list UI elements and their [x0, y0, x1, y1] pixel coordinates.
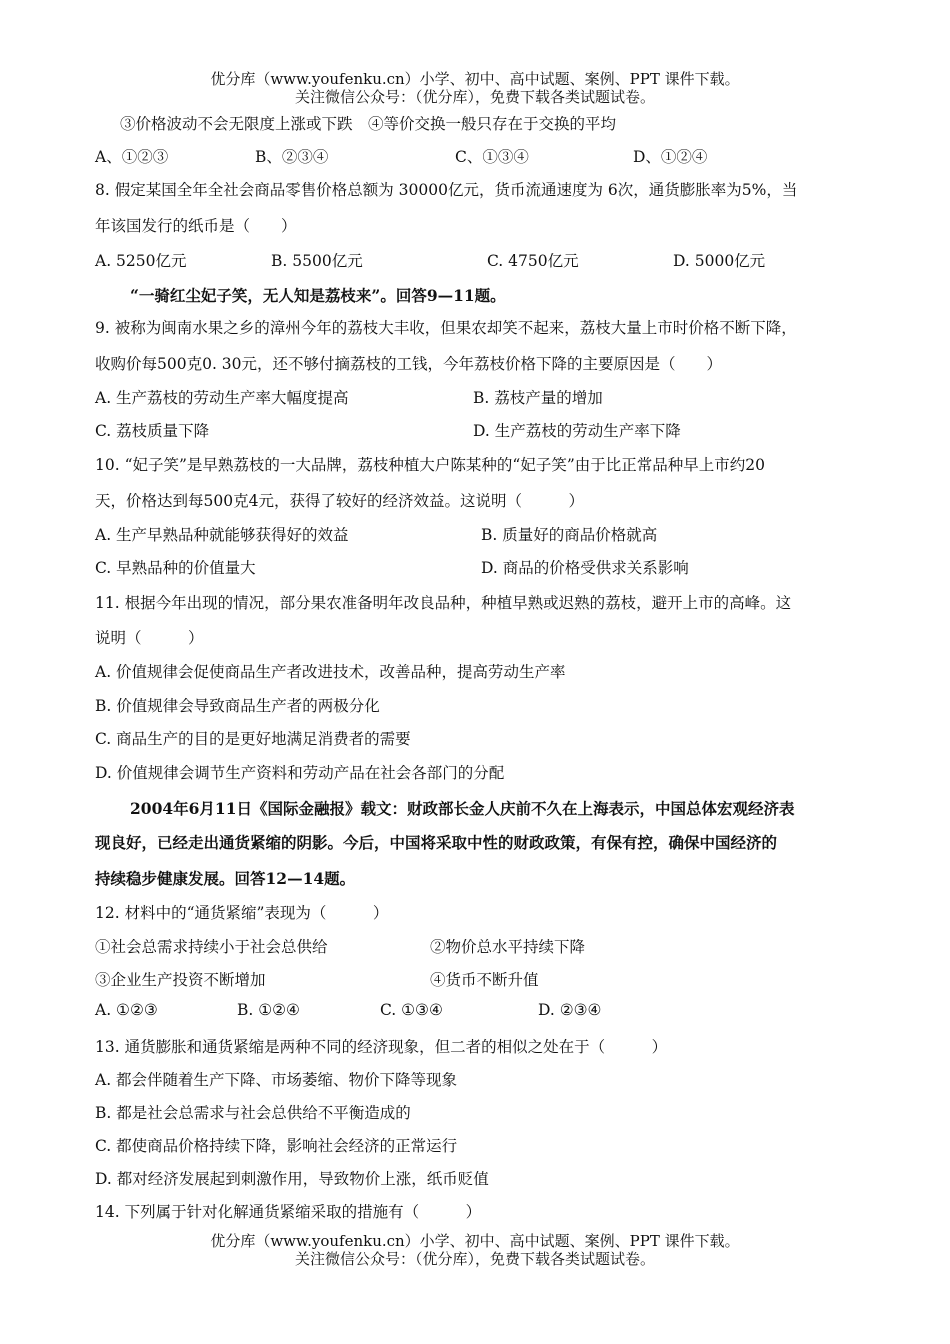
q8-option-c: C. 4750亿元 — [487, 252, 579, 270]
q10-option-b: B. 质量好的商品价格就高 — [481, 526, 658, 544]
q12-option-b: B. ①②④ — [237, 1001, 300, 1019]
q11-option-a: A. 价值规律会促使商品生产者改进技术，改善品种，提高劳动生产率 — [95, 663, 566, 681]
footer-line-1: 优分库（www.youfenku.cn）小学、初中、高中试题、案例、PPT 课件下载。 — [210, 1232, 740, 1250]
material-9-11-intro: “一骑红尘妃子笑，无人知是荔枝来”。回答9—11题。 — [130, 286, 506, 305]
q7-options — [95, 145, 855, 165]
q12-option-a: A. ①②③ — [95, 1001, 158, 1019]
q8-option-a: A. 5250亿元 — [95, 252, 187, 270]
q12-options — [95, 1001, 855, 1021]
q11-option-b: B. 价值规律会导致商品生产者的两极分化 — [95, 697, 380, 715]
q10-option-d: D. 商品的价格受供求关系影响 — [481, 559, 689, 577]
q8-option-d: D. 5000亿元 — [673, 252, 766, 270]
q7-option-c: C、①③④ — [455, 148, 529, 166]
q11-stem-line-2: 说明（ ） — [95, 629, 204, 647]
q9-option-c: C. 荔枝质量下降 — [95, 422, 210, 440]
q9-option-a: A. 生产荔枝的劳动生产率大幅度提高 — [95, 389, 349, 407]
q11-option-c: C. 商品生产的目的是更好地满足消费者的需要 — [95, 730, 411, 748]
q12-option-c: C. ①③④ — [380, 1001, 443, 1019]
q7-option-b: B、②③④ — [255, 148, 329, 166]
q12-statement-1: ①社会总需求持续小于社会总供给 — [95, 938, 328, 956]
q7-option-d: D、①②④ — [633, 148, 708, 166]
q12-statement-2: ②物价总水平持续下降 — [430, 938, 586, 956]
q9-stem-line-1: 9. 被称为闽南水果之乡的漳州今年的荔枝大丰收，但果农却笑不起来，荔枝大量上市时价格不断下降， — [95, 319, 797, 337]
q8-option-b: B. 5500亿元 — [271, 252, 363, 270]
q12-statement-3: ③企业生产投资不断增加 — [95, 971, 266, 989]
q13-option-c: C. 都使商品价格持续下降，影响社会经济的正常运行 — [95, 1137, 458, 1155]
q10-option-a: A. 生产早熟品种就能够获得好的效益 — [95, 526, 349, 544]
q10-option-c: C. 早熟品种的价值量大 — [95, 559, 256, 577]
q12-statement-4: ④货币不断升值 — [430, 971, 539, 989]
q11-option-d: D. 价值规律会调节生产资料和劳动产品在社会各部门的分配 — [95, 764, 505, 782]
q8-stem-line-2: 年该国发行的纸币是（ ） — [95, 217, 297, 235]
material-12-14-line-1: 2004年6月11日《国际金融报》载文：财政部长金人庆前不久在上海表示，中国总体宏观经济表 — [130, 799, 795, 818]
q14-stem: 14. 下列属于针对化解通货紧缩采取的措施有（ ） — [95, 1203, 482, 1221]
header-line-1: 优分库（www.youfenku.cn）小学、初中、高中试题、案例、PPT 课件下载。 — [210, 70, 740, 88]
material-12-14-line-2: 现良好，已经走出通货紧缩的阴影。今后，中国将采取中性的财政政策，有保有控，确保中国经济的 — [95, 833, 778, 852]
q10-stem-line-2: 天，价格达到每500克4元，获得了较好的经济效益。这说明（ ） — [95, 492, 584, 510]
q11-stem-line-1: 11. 根据今年出现的情况，部分果农准备明年改良品种，种植早熟或迟熟的荔枝，避开上市的高峰。这 — [95, 594, 792, 612]
q8-stem-line-1: 8. 假定某国全年全社会商品零售价格总额为 30000亿元，货币流通速度为 6次，通货膨胀率为5%，当 — [95, 181, 798, 199]
q8-options — [95, 249, 855, 269]
header-line-2: 关注微信公众号：（优分库），免费下载各类试题试卷。 — [294, 88, 655, 106]
q12-option-d: D. ②③④ — [538, 1001, 602, 1019]
q7-option-a: A、①②③ — [95, 148, 169, 166]
q9-option-d: D. 生产荔枝的劳动生产率下降 — [473, 422, 681, 440]
q13-option-b: B. 都是社会总需求与社会总供给不平衡造成的 — [95, 1104, 411, 1122]
q10-stem-line-1: 10. “妃子笑”是早熟荔枝的一大品牌，荔枝种植大户陈某种的“妃子笑”由于比正常品种早上市约20 — [95, 456, 765, 474]
material-12-14-line-3: 持续稳步健康发展。回答12—14题。 — [95, 869, 356, 888]
q7-statement-continuation: ③价格波动不会无限度上涨或下跌 ④等价交换一般只存在于交换的平均 — [120, 115, 617, 133]
q9-stem-line-2: 收购价每500克0. 30元，还不够付摘荔枝的工钱，今年荔枝价格下降的主要原因是（ ） — [95, 355, 723, 373]
q13-option-a: A. 都会伴随着生产下降、市场萎缩、物价下降等现象 — [95, 1071, 458, 1089]
q13-stem: 13. 通货膨胀和通货紧缩是两种不同的经济现象，但二者的相似之处在于（ ） — [95, 1038, 668, 1056]
footer-line-2: 关注微信公众号：（优分库），免费下载各类试题试卷。 — [294, 1250, 655, 1268]
q13-option-d: D. 都对经济发展起到刺激作用，导致物价上涨，纸币贬值 — [95, 1170, 489, 1188]
q12-stem: 12. 材料中的“通货紧缩”表现为（ ） — [95, 904, 389, 922]
q9-option-b: B. 荔枝产量的增加 — [473, 389, 603, 407]
